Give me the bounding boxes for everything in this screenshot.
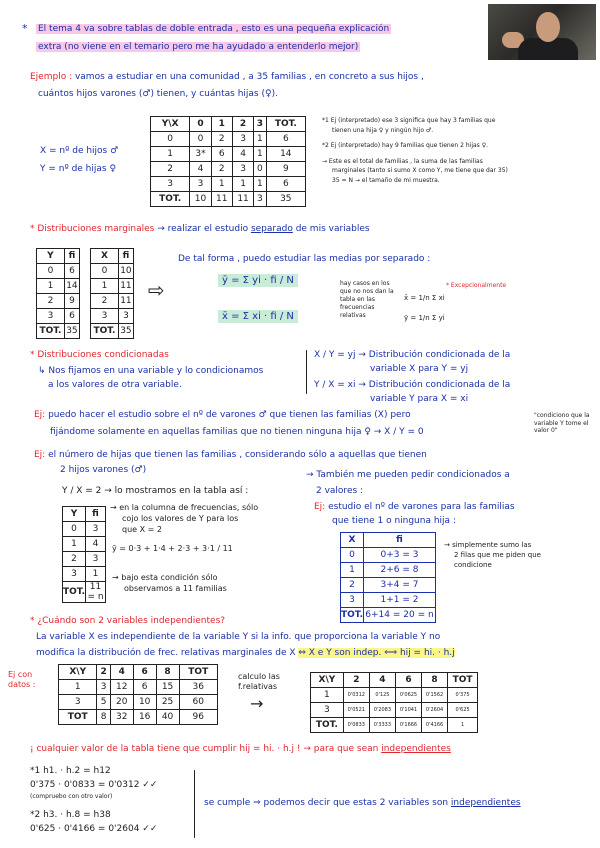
alt-mean-x: x̄ = 1/n Σ xi	[404, 294, 445, 302]
table-cell: 4	[110, 665, 133, 680]
conditional-title: Distribuciones condicionadas	[37, 350, 169, 360]
table-cell: 10	[190, 192, 211, 207]
brace	[194, 770, 195, 838]
table-cell: 0'0833	[343, 718, 369, 733]
table-cell: 1+1 = 2	[363, 593, 435, 608]
note-line: cojo los valores de Y para los	[122, 514, 239, 523]
independence-title: ¿Cuándo son 2 variables independientes?	[37, 616, 226, 626]
table-cell: TOT	[59, 710, 97, 725]
independence-table-abs	[58, 664, 218, 725]
note-line: *1 Ej (interpretado) ese 3 significa que hay 3 familias que	[322, 117, 496, 124]
ej1-label: Ej:	[34, 410, 46, 420]
independence-table-rel	[310, 672, 478, 733]
table-cell: 6	[64, 264, 79, 279]
conclusion-text: se cumple ⇒ podemos decir que estas 2 variables son	[204, 798, 451, 808]
table-row	[91, 279, 134, 294]
data-example-label: Ej con datos :	[8, 670, 36, 689]
table-cell: fi	[118, 249, 133, 264]
table-total-row	[311, 718, 478, 733]
note-line: observamos a 11 familias	[124, 584, 227, 593]
table-cell: 6	[266, 177, 305, 192]
table-cell: 0	[37, 264, 65, 279]
table-cell: 0'0625	[395, 688, 421, 703]
ej3-line-2: que tiene 1 o ninguna hija :	[332, 516, 456, 526]
table-cell: 9	[64, 294, 79, 309]
example-line-2: cuántos hijos varones (♂) tienen, y cuántas hijas (♀).	[38, 89, 278, 99]
table-cell: 11 = n	[87, 582, 104, 602]
table-cell: 0'375	[448, 688, 478, 703]
table-cell: 25	[156, 695, 179, 710]
table-cell: 3	[311, 703, 344, 718]
table-row	[37, 279, 80, 294]
note-line: marginales (tanto si sumo X como Y, me tiene que dar 35)	[332, 167, 508, 174]
table-cell: 0'1666	[395, 718, 421, 733]
ej3-label: Ej:	[314, 502, 326, 512]
table-total-row	[151, 192, 306, 207]
table-row	[91, 309, 134, 324]
table-cell: TOT.	[311, 718, 344, 733]
table-cell: 6	[133, 680, 156, 695]
ej1-side-note: "condiciono que la variable Y tome el valor 0"	[534, 412, 590, 434]
ej1-line-1	[34, 410, 411, 420]
check-1-values: 0'375 · 0'0833 = 0'0312 ✓✓	[30, 780, 158, 790]
table-cell: 1	[37, 279, 65, 294]
table-header-row	[37, 249, 80, 264]
table-cell: 3	[97, 680, 110, 695]
table-row	[63, 522, 106, 537]
example-line-1: vamos a estudiar en una comunidad , a 35 familias , en concreto a sus hijos ,	[72, 72, 424, 82]
table-header-row	[311, 673, 478, 688]
double-arrow-icon: ⇨	[148, 278, 165, 302]
table-cell: 1	[232, 177, 253, 192]
table-cell: 3	[37, 309, 65, 324]
table-cell: 20	[110, 695, 133, 710]
table-cell: fi	[85, 507, 105, 522]
table-cell: X	[91, 249, 119, 264]
table-cell: 1	[211, 117, 232, 132]
table-cell: 2	[37, 294, 65, 309]
table-cell: 0'1562	[422, 688, 448, 703]
table-cell: 1	[254, 132, 266, 147]
x-definition: X = nº de hijos ♂	[40, 146, 119, 156]
c2-notes	[444, 540, 541, 570]
table-cell: 0'2604	[422, 703, 448, 718]
independence-line-1: La variable X es independiente de la variable Y si la info. que proporciona la variable Y no	[36, 632, 441, 642]
conditional-line-2: a los valores de otra variable.	[48, 380, 182, 390]
table-cell: 4	[190, 162, 211, 177]
table-cell: Y	[63, 507, 86, 522]
table-row	[37, 294, 80, 309]
table-cell: 96	[179, 710, 218, 725]
intro-line-2: extra (no viene en el temario pero me ha ayudado a entenderlo mejor)	[38, 42, 359, 52]
table-cell: 3	[63, 567, 86, 582]
table-cell: 0	[63, 522, 86, 537]
table-cell: 0'125	[369, 688, 395, 703]
table-cell: 2	[63, 552, 86, 567]
table-cell: 12	[110, 680, 133, 695]
y-given-x: Y / X = xi → Distribución condicionada de la	[314, 380, 511, 390]
table-cell: TOT.	[151, 192, 190, 207]
table-cell: X\Y	[311, 673, 344, 688]
table-cell: 4	[369, 673, 395, 688]
table-cell: 15	[156, 680, 179, 695]
table-cell: TOT.	[266, 117, 305, 132]
table-cell: TOT	[179, 665, 218, 680]
table-cell: 3+4 = 7	[363, 578, 435, 593]
table-cell: 36	[179, 680, 218, 695]
conclusion-underlined: independientes	[450, 798, 521, 808]
example-label: Ejemplo :	[30, 72, 73, 82]
calc-relative-note	[238, 672, 280, 692]
table-cell: 0	[341, 548, 364, 563]
marginal-tail: de mis variables	[292, 224, 370, 234]
table-cell: 11	[118, 279, 133, 294]
table-cell: 1	[254, 147, 266, 162]
ej1-line-2: fijándome solamente en aquellas familias que no tienen ninguna hija ♀ → X / Y = 0	[50, 427, 424, 437]
check-1-formula: *1 h1. · h.2 = h12	[30, 766, 111, 776]
table-row	[151, 162, 306, 177]
table-cell: 11	[211, 192, 232, 207]
table-cell: 2	[211, 132, 232, 147]
table-cell: 0'2083	[369, 703, 395, 718]
table-cell: 35	[64, 324, 79, 339]
c1-mean: ȳ = 0·3 + 1·4 + 2·3 + 3·1 / 11	[112, 544, 233, 553]
table-row	[63, 552, 106, 567]
table-cell: 1	[63, 537, 86, 552]
table-cell: 2+6 = 8	[363, 563, 435, 578]
table-total-row	[91, 324, 134, 339]
table-header-row	[91, 249, 134, 264]
any-value-text: ¡ cualquier valor de la tabla tiene que cumplir hij = hi. · h.j ! → para que sean	[30, 744, 382, 754]
table-cell: fi	[64, 249, 79, 264]
table-total-row	[59, 710, 218, 725]
table-cell: 11	[118, 294, 133, 309]
table-cell: 2	[151, 162, 190, 177]
table-cell: 0'625	[448, 703, 478, 718]
y-definition: Y = nº de hijas ♀	[40, 164, 117, 174]
table-cell: 6	[133, 665, 156, 680]
table-cell: 2	[232, 117, 253, 132]
table-row	[341, 593, 436, 608]
arrow-right-icon: →	[250, 694, 264, 713]
table-cell: 3	[85, 522, 105, 537]
table-total-row	[341, 608, 436, 623]
check-2-formula: *2 h3. · h.8 = h38	[30, 810, 111, 820]
table-row	[91, 294, 134, 309]
table-cell: 0	[190, 117, 211, 132]
table-cell: 4	[232, 147, 253, 162]
table-cell: 10	[133, 695, 156, 710]
independence-heading: * ¿Cuándo son 2 variables independientes?	[30, 616, 226, 626]
table-cell: 6	[64, 309, 79, 324]
table-cell: 0	[91, 264, 119, 279]
table-row	[311, 703, 478, 718]
table-cell: 10	[118, 264, 133, 279]
x-given-y: X / Y = yj → Distribución condicionada de la	[314, 350, 511, 360]
table-row	[37, 264, 80, 279]
table-cell: 6	[266, 132, 305, 147]
marginal-underlined: separado	[250, 224, 293, 234]
example-notes	[322, 116, 508, 185]
ej2-line-2: 2 hijos varones (♂)	[60, 465, 147, 475]
table-cell: 3	[254, 117, 266, 132]
table-cell: 6	[211, 147, 232, 162]
table-cell: 0'0312	[343, 688, 369, 703]
ej3-line-1	[314, 502, 515, 512]
table-cell: 3	[85, 552, 105, 567]
table-cell: 2	[97, 665, 110, 680]
table-cell: 0'3333	[369, 718, 395, 733]
table-cell: 3	[232, 162, 253, 177]
table-cell: 40	[156, 710, 179, 725]
table-cell: 1	[85, 567, 105, 582]
table-cell: 16	[133, 710, 156, 725]
table-cell: 0'4166	[422, 718, 448, 733]
table-cell: X\Y	[59, 665, 97, 680]
table-cell: 0	[254, 162, 266, 177]
table-cell: 2	[211, 162, 232, 177]
table-cell: 2	[343, 673, 369, 688]
table-cell: 8	[422, 673, 448, 688]
table-cell: 14	[266, 147, 305, 162]
note-line: → bajo esta condición sólo	[112, 573, 218, 582]
photo-face	[536, 12, 560, 42]
ej2-expression: Y / X = 2 → lo mostramos en la tabla así :	[62, 486, 249, 496]
table-cell: 3	[91, 309, 119, 324]
table-row	[151, 147, 306, 162]
table-cell: 8	[156, 665, 179, 680]
mean-y-formula: ȳ = Σ yi · fi / N	[218, 274, 298, 287]
table-row	[341, 578, 436, 593]
table-cell: 3	[190, 177, 211, 192]
table-cell: Y	[37, 249, 65, 264]
table-row	[63, 567, 106, 582]
ej2-text: el número de hijas que tienen las familias , considerando sólo a aquellas que tienen	[45, 450, 427, 460]
table-cell: 14	[64, 279, 79, 294]
table-row	[151, 177, 306, 192]
table-cell: 0'1041	[395, 703, 421, 718]
independence-line-2-text: modifica la distribución de frec. relativas marginales de X	[36, 648, 299, 658]
y-given-x-2: variable Y para X = xi	[370, 394, 469, 404]
conclusion-line	[204, 798, 521, 808]
note-line: 35 = N → el tamaño de mi muestra.	[332, 176, 440, 184]
table-cell: fi	[363, 533, 435, 548]
any-value-line	[30, 744, 451, 754]
marginal-heading: * Distribuciones marginales → realizar el estudio separado de mis variables	[30, 224, 370, 234]
table-cell: 0+3 = 3	[363, 548, 435, 563]
note-line: → Este es el total de familias , la suma de las familias	[322, 157, 483, 165]
table-cell: 60	[179, 695, 218, 710]
table-header-row	[151, 117, 306, 132]
ej3-text: estudio el nº de varones para las familias	[325, 502, 515, 512]
ej2-label: Ej:	[34, 450, 46, 460]
table-cell: 1	[91, 279, 119, 294]
table-cell: 1	[311, 688, 344, 703]
conditional-heading: * Distribuciones condicionadas	[30, 350, 169, 360]
table-row	[59, 695, 218, 710]
independence-formula: ⇔ X e Y son indep. ⟺ hij = hi. · h.j	[298, 648, 455, 658]
marginal-arrow-text: → realizar el estudio	[154, 224, 251, 234]
table-cell: TOT.	[37, 324, 65, 339]
table-cell: 5	[97, 695, 110, 710]
table-row	[63, 537, 106, 552]
conditional-line-1: ↳ Nos fijamos en una variable y lo condicionamos	[38, 366, 264, 376]
alt-mean-y: ȳ = 1/n Σ yi	[404, 314, 445, 322]
note-line: → simplemente sumo las	[444, 541, 532, 549]
conditional-table-1	[62, 506, 106, 603]
joint-frequency-table	[150, 116, 306, 207]
table-cell: Y\X	[151, 117, 190, 132]
table-row	[341, 563, 436, 578]
independence-line-2	[36, 648, 455, 658]
table-cell: TOT	[448, 673, 478, 688]
table-cell: 3	[118, 309, 133, 324]
table-row	[59, 680, 218, 695]
note-line: 2 filas que me piden que	[454, 551, 541, 559]
table-cell: TOT.	[63, 582, 86, 603]
table-cell: 3	[254, 192, 266, 207]
table-cell: 6+14 = 20 = n	[363, 608, 435, 623]
table-header-row	[59, 665, 218, 680]
also-line-1: → También me pueden pedir condicionados a	[306, 470, 510, 480]
mean-x-formula: x̄ = Σ xi · fi / N	[218, 310, 298, 323]
table-cell: 3	[59, 695, 97, 710]
table-cell: 9	[266, 162, 305, 177]
table-cell: 1	[448, 718, 478, 733]
check-1-note: (compruebo con otro valor)	[30, 793, 113, 800]
conditional-table-2	[340, 532, 436, 623]
x-given-y-2: variable X para Y = yj	[370, 364, 469, 374]
table-row	[341, 548, 436, 563]
table-row	[37, 309, 80, 324]
intro-line-1: El tema 4 va sobre tablas de doble entrada , esto es una pequeña explicación	[38, 24, 390, 34]
note-line: que X = 2	[122, 525, 162, 534]
note-line: calculo las	[238, 672, 280, 681]
c1-notes-2	[112, 572, 227, 594]
means-text: De tal forma , puedo estudiar las medias por separado :	[178, 254, 431, 264]
check-2-values: 0'625 · 0'4166 = 0'2604 ✓✓	[30, 824, 158, 834]
table-cell: TOT.	[341, 608, 364, 623]
table-row	[311, 688, 478, 703]
table-cell: 1	[211, 177, 232, 192]
any-value-underlined: independientes	[381, 744, 451, 754]
brace	[306, 350, 307, 394]
table-cell: 2	[341, 578, 364, 593]
also-line-2: 2 valores :	[316, 486, 364, 496]
example-paragraph	[30, 72, 424, 82]
table-cell: 3	[341, 593, 364, 608]
intro-star: *	[22, 22, 28, 35]
table-cell: 3	[232, 132, 253, 147]
table-cell: 6	[395, 673, 421, 688]
table-cell: 2	[91, 294, 119, 309]
ej1-text: puedo hacer el estudio sobre el nº de varones ♂ que tienen las familias (X) pero	[45, 410, 411, 420]
table-cell: 32	[110, 710, 133, 725]
table-cell: 11	[232, 192, 253, 207]
table-cell: 8	[97, 710, 110, 725]
presenter-photo	[488, 4, 596, 60]
table-cell: 0	[151, 132, 190, 147]
note-line: f.relativas	[238, 682, 278, 691]
marginal-y-table	[36, 248, 80, 339]
c1-notes	[110, 502, 258, 535]
table-cell: 35	[118, 324, 133, 339]
marginal-x-table	[90, 248, 134, 339]
table-cell: 1	[254, 177, 266, 192]
exceptional-note: * Excepcionalmente	[446, 282, 507, 289]
table-header-row	[63, 507, 106, 522]
table-cell: TOT.	[91, 324, 119, 339]
note-line: tienen una hija ♀ y ningún hijo ♂.	[332, 126, 434, 134]
table-cell: 1	[59, 680, 97, 695]
relative-freq-note: hay casos en los que no nos dan la tabla en las frecuencias relativas	[340, 280, 394, 319]
table-cell: 1	[151, 147, 190, 162]
table-cell: 3*	[190, 147, 211, 162]
table-cell: 4	[85, 537, 105, 552]
note-line: → en la columna de frecuencias, sólo	[110, 503, 259, 512]
table-cell: 1	[341, 563, 364, 578]
table-total-row	[63, 582, 106, 603]
table-cell: X	[341, 533, 364, 548]
ej2-line-1	[34, 450, 427, 460]
table-cell: 0'0521	[343, 703, 369, 718]
table-cell: 0	[190, 132, 211, 147]
table-cell: 35	[266, 192, 305, 207]
table-header-row	[341, 533, 436, 548]
marginal-title: Distribuciones marginales	[37, 224, 155, 234]
note-line: condicione	[454, 561, 492, 569]
table-row	[91, 264, 134, 279]
table-total-row	[37, 324, 80, 339]
note-line: *2 Ej (interpretado) hay 9 familias que tienen 2 hijas ♀.	[322, 142, 489, 149]
table-cell: 3	[151, 177, 190, 192]
table-row	[151, 132, 306, 147]
